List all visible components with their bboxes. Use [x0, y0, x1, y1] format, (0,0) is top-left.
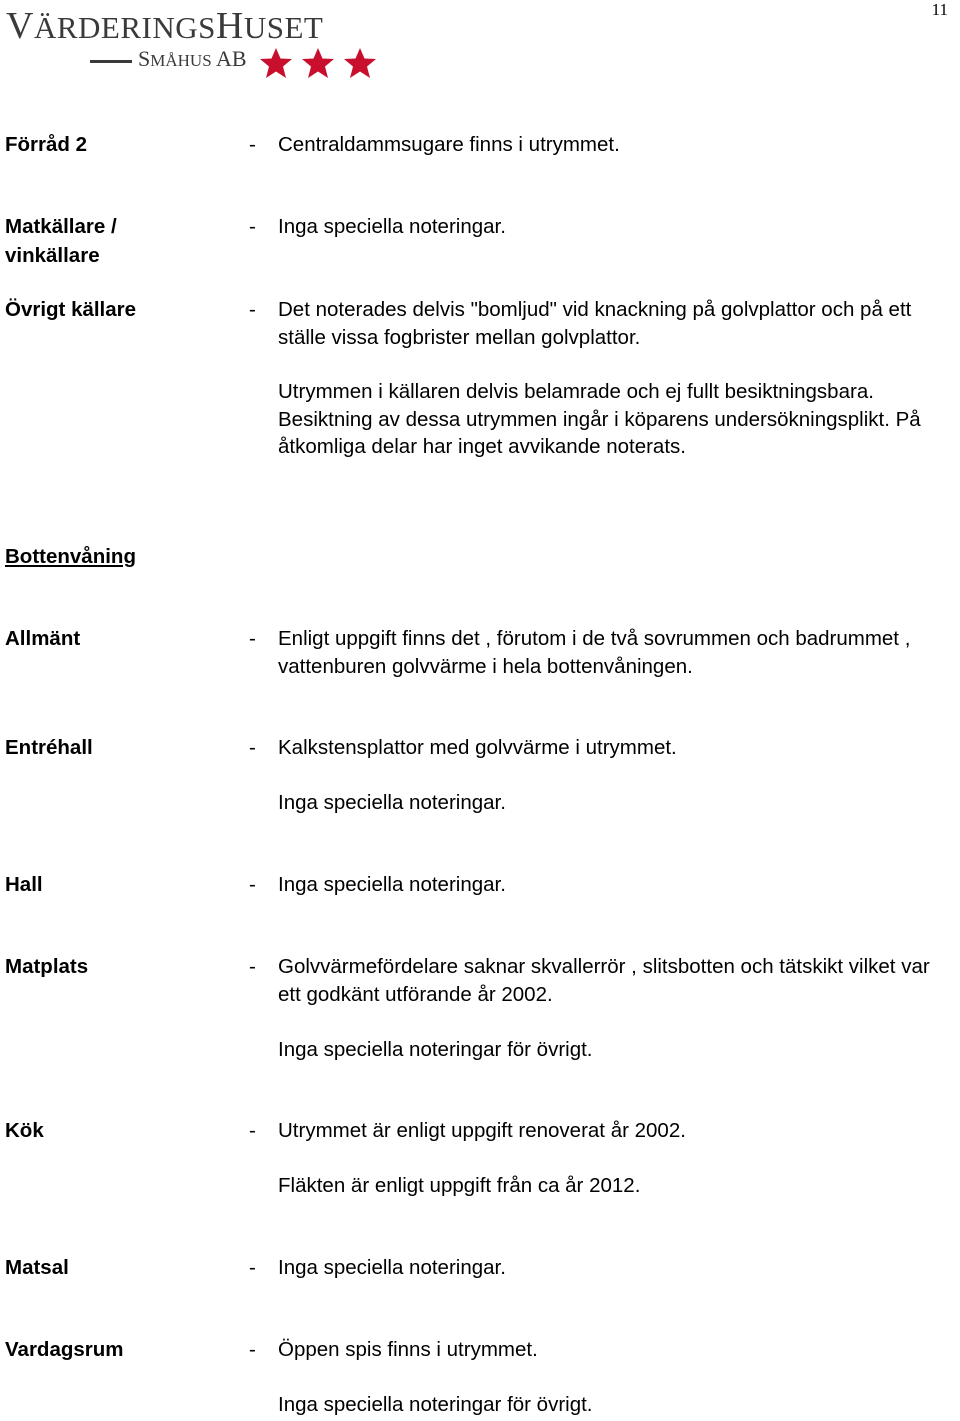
section-text-paragraph-2: Inga speciella noteringar för övrigt. [278, 1393, 593, 1416]
section-label: Övrigt källare [5, 298, 137, 321]
list-dash: - [249, 1338, 256, 1361]
section-label: Matplats [5, 955, 89, 978]
section-label: Entréhall [5, 736, 93, 759]
list-dash: - [249, 215, 256, 238]
section-text: Enligt uppgift finns det , förutom i de två sovrummen och badrummet , vattenburen golvvärme i hela bottenvåningen. [278, 627, 911, 678]
section-label: Matsal [5, 1256, 69, 1279]
heading-bottenvaning: Bottenvåning [5, 545, 136, 568]
section-text-paragraph-2: Inga speciella noteringar för övrigt. [278, 1038, 593, 1061]
company-logo [6, 4, 378, 78]
section-text-paragraph-2: Fläkten är enligt uppgift från ca år 2012. [278, 1174, 641, 1197]
section-text: Kalkstensplattor med golvvärme i utrymmet. [278, 736, 677, 759]
section-label: Allmänt [5, 627, 81, 650]
section-text: Inga speciella noteringar. [278, 215, 506, 238]
section-label: Vardagsrum [5, 1338, 124, 1361]
section-text-paragraph-2: Utrymmen i källaren delvis belamrade och ej fullt besiktningsbara. Besiktning av dessa utrymmen ingår i köparens undersökningsplikt. På åtkomliga delar har inget avvikande noterats. [278, 380, 921, 458]
list-dash: - [249, 627, 256, 650]
section-text: Öppen spis finns i utrymmet. [278, 1338, 538, 1361]
section-text: Det noterades delvis "bomljud" vid knackning på golvplattor och på ett ställe vissa fogbrister mellan golvplattor. [278, 298, 912, 349]
logo-title: VÄRDERINGSHUSET [6, 5, 324, 47]
section-label: Förråd 2 [5, 133, 88, 156]
section-text: Golvvärmefördelare saknar skvallerrör , slitsbotten och tätskikt vilket var ett godkänt utförande år 2002. [278, 955, 930, 1006]
section-text: Inga speciella noteringar. [278, 873, 506, 896]
section-label: Matkällare / [5, 215, 117, 238]
list-dash: - [249, 1256, 256, 1279]
section-label-line-2: vinkällare [5, 244, 100, 267]
section-text: Utrymmet är enligt uppgift renoverat år 2002. [278, 1119, 686, 1142]
section-text-paragraph-2: Inga speciella noteringar. [278, 791, 506, 814]
section-text: Centraldammsugare finns i utrymmet. [278, 133, 620, 156]
list-dash: - [249, 298, 256, 321]
section-text: Inga speciella noteringar. [278, 1256, 506, 1279]
page-number: 11 [931, 0, 948, 19]
list-dash: - [249, 736, 256, 759]
list-dash: - [249, 955, 256, 978]
logo-subtitle: SMÅHUS AB [138, 46, 247, 71]
section-label: Hall [5, 873, 43, 896]
list-dash: - [249, 1119, 256, 1142]
logo-rule [90, 60, 132, 63]
list-dash: - [249, 133, 256, 156]
logo-stars-icon [258, 46, 380, 80]
section-label: Kök [5, 1119, 44, 1142]
list-dash: - [249, 873, 256, 896]
